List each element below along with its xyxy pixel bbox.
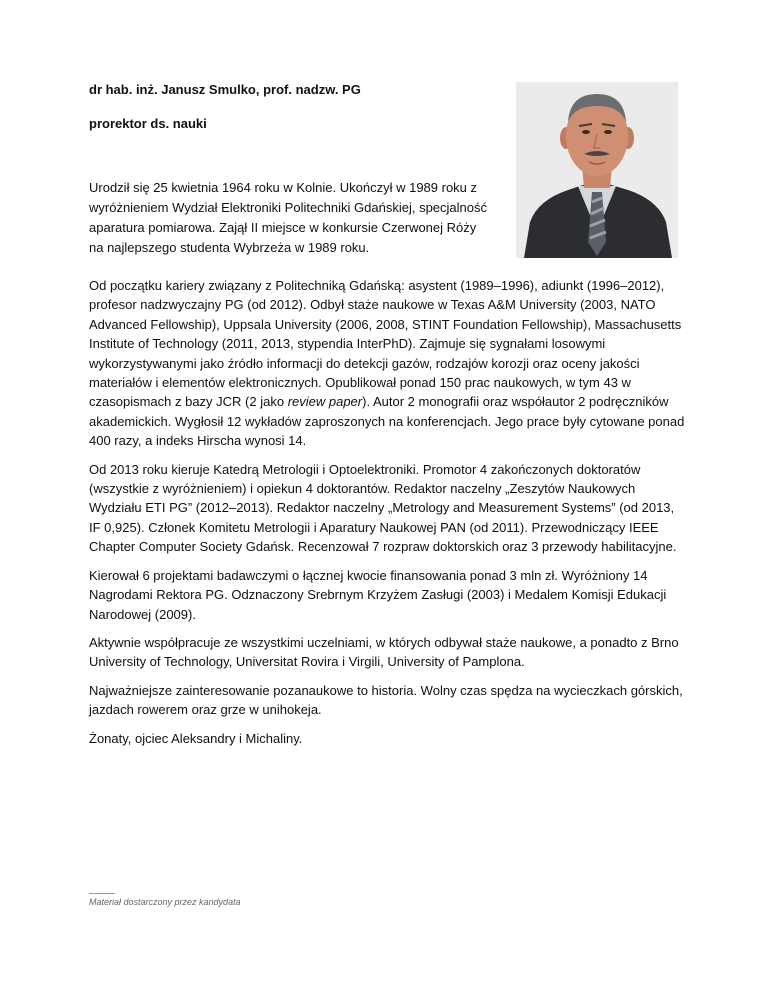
interests-paragraph: Najważniejsze zainteresowanie pozanaukowe to historia. Wolny czas spędza na wycieczkach górskich, jazdach rowerem oraz grze w unihokeja. — [89, 682, 683, 718]
footnote-rule — [89, 893, 115, 894]
career-italic-term: review paper — [287, 394, 363, 410]
department-paragraph: Od 2013 roku kieruje Katedrą Metrologii i Optoelektroniki. Promotor 4 zakończonych doktoratów (wszystkie z wyróżnieniem) i opiekun 4 doktorantów. Redaktor naczelny „Zeszytów Naukowych Wydziału ETI PG” (2012–2013). Redaktor naczelny „Metrology and Measurement Systems” (od 2013, IF 0,925). Członek Komitetu Metrologii i Aparatury Naukowej PAN (od 2011). Przewodniczący IEEE Chapter Computer Society Gdańsk. Recenzował 7 rozpraw doktorskich oraz 3 przewody habilitacyjne. — [89, 461, 677, 555]
portrait-photo — [516, 82, 678, 258]
person-name: dr hab. inż. Janusz Smulko, prof. nadzw. PG — [89, 82, 361, 97]
career-text-part1: Od początku kariery związany z Politechniką Gdańską: asystent (1989–1996), adiunkt (1996–2012), profesor nadzwyczajny PG (od 2012). Odbył staże naukowe w Texas A&M University (2003, NATO Advanced Fellowship), Uppsala University (2006, 2008, STINT Foundation Fellowship), Massachusetts Institute of Technology (2011, 2013, stypendia InterPhD). Zajmuje się sygnałami losowymi wykorzystywanymi jako źródło informacji do detekcji gazów, rodzajów korozji oraz oceny jakości materiałów i elementów elektronicznych. Opublikował ponad 150 prac naukowych, w tym 43 w czasopismach z bazy JCR (2 jako — [89, 278, 682, 410]
intro-paragraph: Urodził się 25 kwietnia 1964 roku w Kolnie. Ukończył w 1989 roku z wyróżnieniem Wydział Elektroniki Politechniki Gdańskiej, specjalność aparatura pomiarowa. Zajął II miejsce w konkursie Czerwonej Róży na najlepszego studenta Wybrzeża w 1989 roku. — [89, 180, 487, 255]
career-paragraph — [89, 276, 689, 451]
cooperation-paragraph: Aktywnie współpracuje ze wszystkimi uczelniami, w których odbywał staże naukowe, a ponadto z Brno University of Technology, Universitat Rovira i Virgili, University of Pamplona. — [89, 634, 679, 670]
footnote: Materiał dostarczony przez kandydata — [89, 897, 241, 907]
career-text-part2: ). Autor 2 monografii oraz współautor 2 podręczników akademickich. Wygłosił 12 wykładów zaproszonych na konferencjach. Jego prace były cytowane ponad 400 razy, a indeks Hirscha wynosi 14. — [89, 394, 685, 449]
projects-paragraph: Kierował 6 projektami badawczymi o łącznej kwocie finansowania ponad 3 mln zł. Wyróżniony 14 Nagrodami Rektora PG. Odznaczony Srebrnym Krzyżem Zasługi (2003) i Medalem Komisji Edukacji Narodowej (2009). — [89, 567, 667, 622]
person-role: prorektor ds. nauki — [89, 116, 207, 131]
bio-body — [89, 276, 689, 757]
family-paragraph: Żonaty, ojciec Aleksandry i Michaliny. — [89, 730, 303, 746]
